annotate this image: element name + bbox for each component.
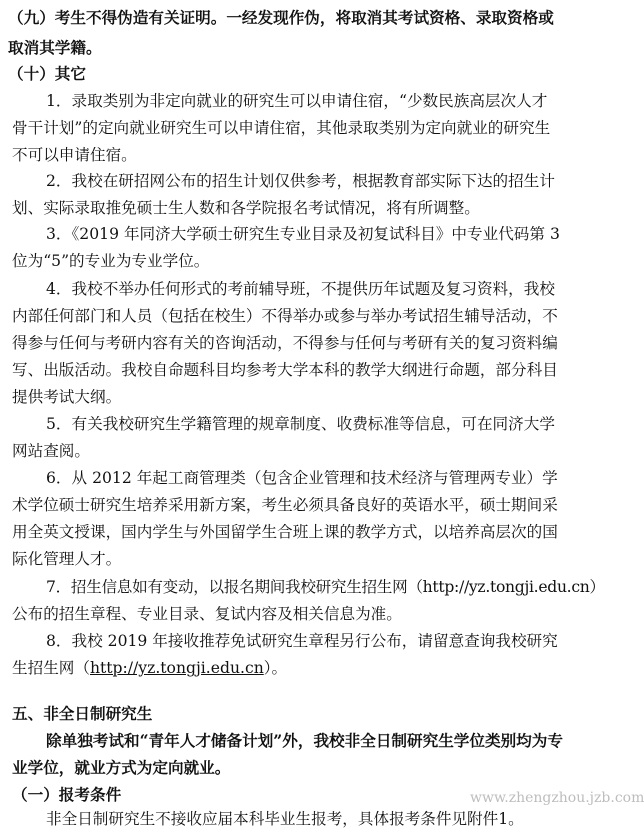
item-6-line-2: 术学位硕士研究生培养采用新方案，考生必须具备良好的英语水平，硕士期间采 (12, 496, 558, 514)
section-5-sub-1-para: 非全日制研究生不接收应届本科毕业生报考，具体报考条件见附件1。 (46, 810, 524, 828)
item-1-line-1: 1．录取类别为非定向就业的研究生可以申请住宿，“少数民族高层次人才 (46, 92, 548, 110)
section-5-heading: 五、非全日制研究生 (12, 704, 153, 723)
item-1-line-2: 骨干计划”的定向就业研究生可以申请住宿，其他录取类别为定向就业的研究生 (12, 119, 551, 137)
item-4-line-2: 内部任何部门和人员（包括在校生）不得举办或参与举办考试招生辅导活动，不 (12, 307, 558, 325)
item-1-line-3: 不可以申请住宿。 (12, 146, 137, 164)
item-7-line-2: 公布的招生章程、专业目录、复试内容及相关信息为准。 (12, 605, 402, 623)
section-5-para-line-2: 业学位，就业方式为定向就业。 (12, 758, 231, 777)
item-5-line-2: 网站查阅。 (12, 442, 90, 460)
item-6-line-1: 6．从 2012 年起工商管理类（包含企业管理和技术经济与管理两专业）学 (46, 469, 558, 487)
item-4-line-5: 提供考试大纲。 (12, 388, 122, 406)
item-3-line-1: 3．《2019 年同济大学硕士研究生专业目录及初复试科目》中专业代码第 3 (46, 225, 560, 243)
item-4-line-3: 得参与任何与考研内容有关的咨询活动，不得参与任何与考研有关的复习资料编 (12, 334, 558, 352)
item-2-line-1: 2．我校在研招网公布的招生计划仅供参考，根据教育部实际下达的招生计 (46, 172, 555, 190)
item-6-line-3: 用全英文授课，国内学生与外国留学生合班上课的教学方式，以培养高层次的国 (12, 523, 558, 541)
item-6-line-4: 际化管理人才。 (12, 550, 122, 568)
section-5-para-line-1: 除单独考试和“青年人才储备计划”外，我校非全日制研究生学位类别均为专 (46, 731, 563, 750)
item-3-line-2: 位为“5”的专业为专业学位。 (12, 252, 210, 270)
section-9-line-1: （九）考生不得伪造有关证明。一经发现作伪，将取消其考试资格、录取资格或 (8, 8, 554, 27)
item-8-line-2 (12, 658, 287, 678)
item-8-line-2-prefix: 生招生网（ (12, 659, 90, 677)
graduate-admissions-link[interactable]: http://yz.tongji.edu.cn (89, 659, 264, 677)
section-10-heading: （十）其它 (8, 64, 86, 83)
section-5-subheading-1: （一）报考条件 (12, 785, 122, 804)
item-8-line-1: 8．我校 2019 年接收推荐免试研究生章程另行公布，请留意查询我校研究 (46, 632, 558, 650)
item-7-line-1: 7．招生信息如有变动，以报名期间我校研究生招生网（http://yz.tongji.edu.cn） (46, 578, 605, 596)
item-2-line-2: 划、实际录取推免硕士生人数和各学院报名考试情况，将有所调整。 (12, 199, 480, 217)
watermark: www.zhengzhou.jzb.com (470, 790, 644, 806)
item-8-line-2-suffix: ）。 (263, 659, 288, 677)
item-4-line-4: 写、出版活动。我校自命题科目均参考大学本科的教学大纲进行命题，部分科目 (12, 361, 558, 379)
section-9-line-2: 取消其学籍。 (8, 38, 102, 57)
item-5-line-1: 5．有关我校研究生学籍管理的规章制度、收费标准等信息，可在同济大学 (46, 415, 555, 433)
item-4-line-1: 4．我校不举办任何形式的考前辅导班，不提供历年试题及复习资料，我校 (46, 280, 555, 298)
